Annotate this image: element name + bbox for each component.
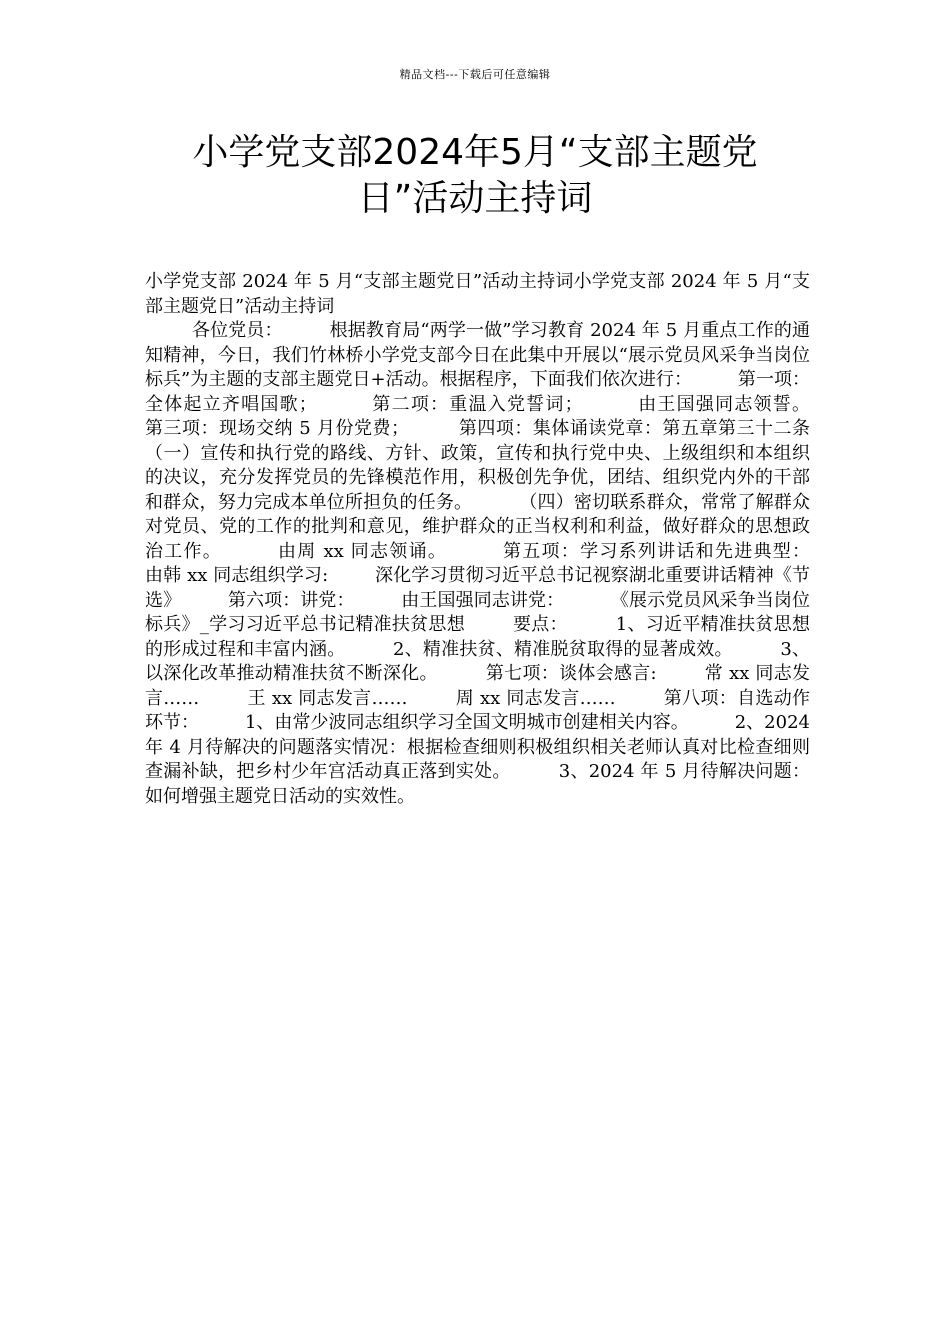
document-body: 小学党支部 2024 年 5 月“支部主题党日”活动主持词小学党支部 2024 年 5 月“支部主题党日”活动主持词 各位党员： 根据教育局“两学一做”学习教育 2024 年 5 月重点工作的通知精神，今日，我们竹林桥小学党支部今日在此集中开展以“展示党员风采争当岗位标兵”为主题的支部主题党日+活动。根据程序，下面我们依次进行： 第一项：全体起立齐唱国歌； 第二项：重温入党誓词； 由王国强同志领誓。 第三项：现场交纳 5 月份党费； 第四项：集体诵读党章：第五章第三十二条 （一）宣传和执行党的路线、方针、政策，宣传和执行党中央、上级组织和本组织的决议，充分发挥党员的先锋模范作用，积极创先争优，团结、组织党内外的干部和群众，努力完成本单位所担负的任务。 （四）密切联系群众，常常了解群众对党员、党的工作的批判和意见，维护群众的正当权利和利益，做好群众的思想政治工作。 由周 xx 同志领诵。 第五项：学习系列讲话和先进典型： 由韩 xx 同志组织学习: 深化学习贯彻习近平总书记视察湖北重要讲话精神《节选》 第六项：讲党： 由王国强同志讲党： 《展示党员风采争当岗位标兵》_学习习近平总书记精准扶贫思想 要点： 1、习近平精准扶贫思想的形成过程和丰富内涵。 2、精准扶贫、精准脱贫取得的显著成效。 3、以深化改革推动精准扶贫不断深化。 第七项：谈体会感言: 常 xx 同志发言…… 王 xx 同志发言…… 周 xx 同志发言…… 第八项：自选动作环节： 1、由常少波同志组织学习全国文明城市创建相关内容。 2、2024 年 4 月待解决的问题落实情况：根据检查细则积极组织相关老师认真对比检查细则查漏补缺，把乡村少年宫活动真正落到实处。 3、2024 年 5 月待解决问题：如何增强主题党日活动的实效性。 <box>145 271 810 807</box>
document-title: 小学党支部2024年5月“支部主题党日”活动主持词 <box>192 132 758 219</box>
page-header-note: 精品文档---下载后可任意编辑 <box>399 68 551 81</box>
